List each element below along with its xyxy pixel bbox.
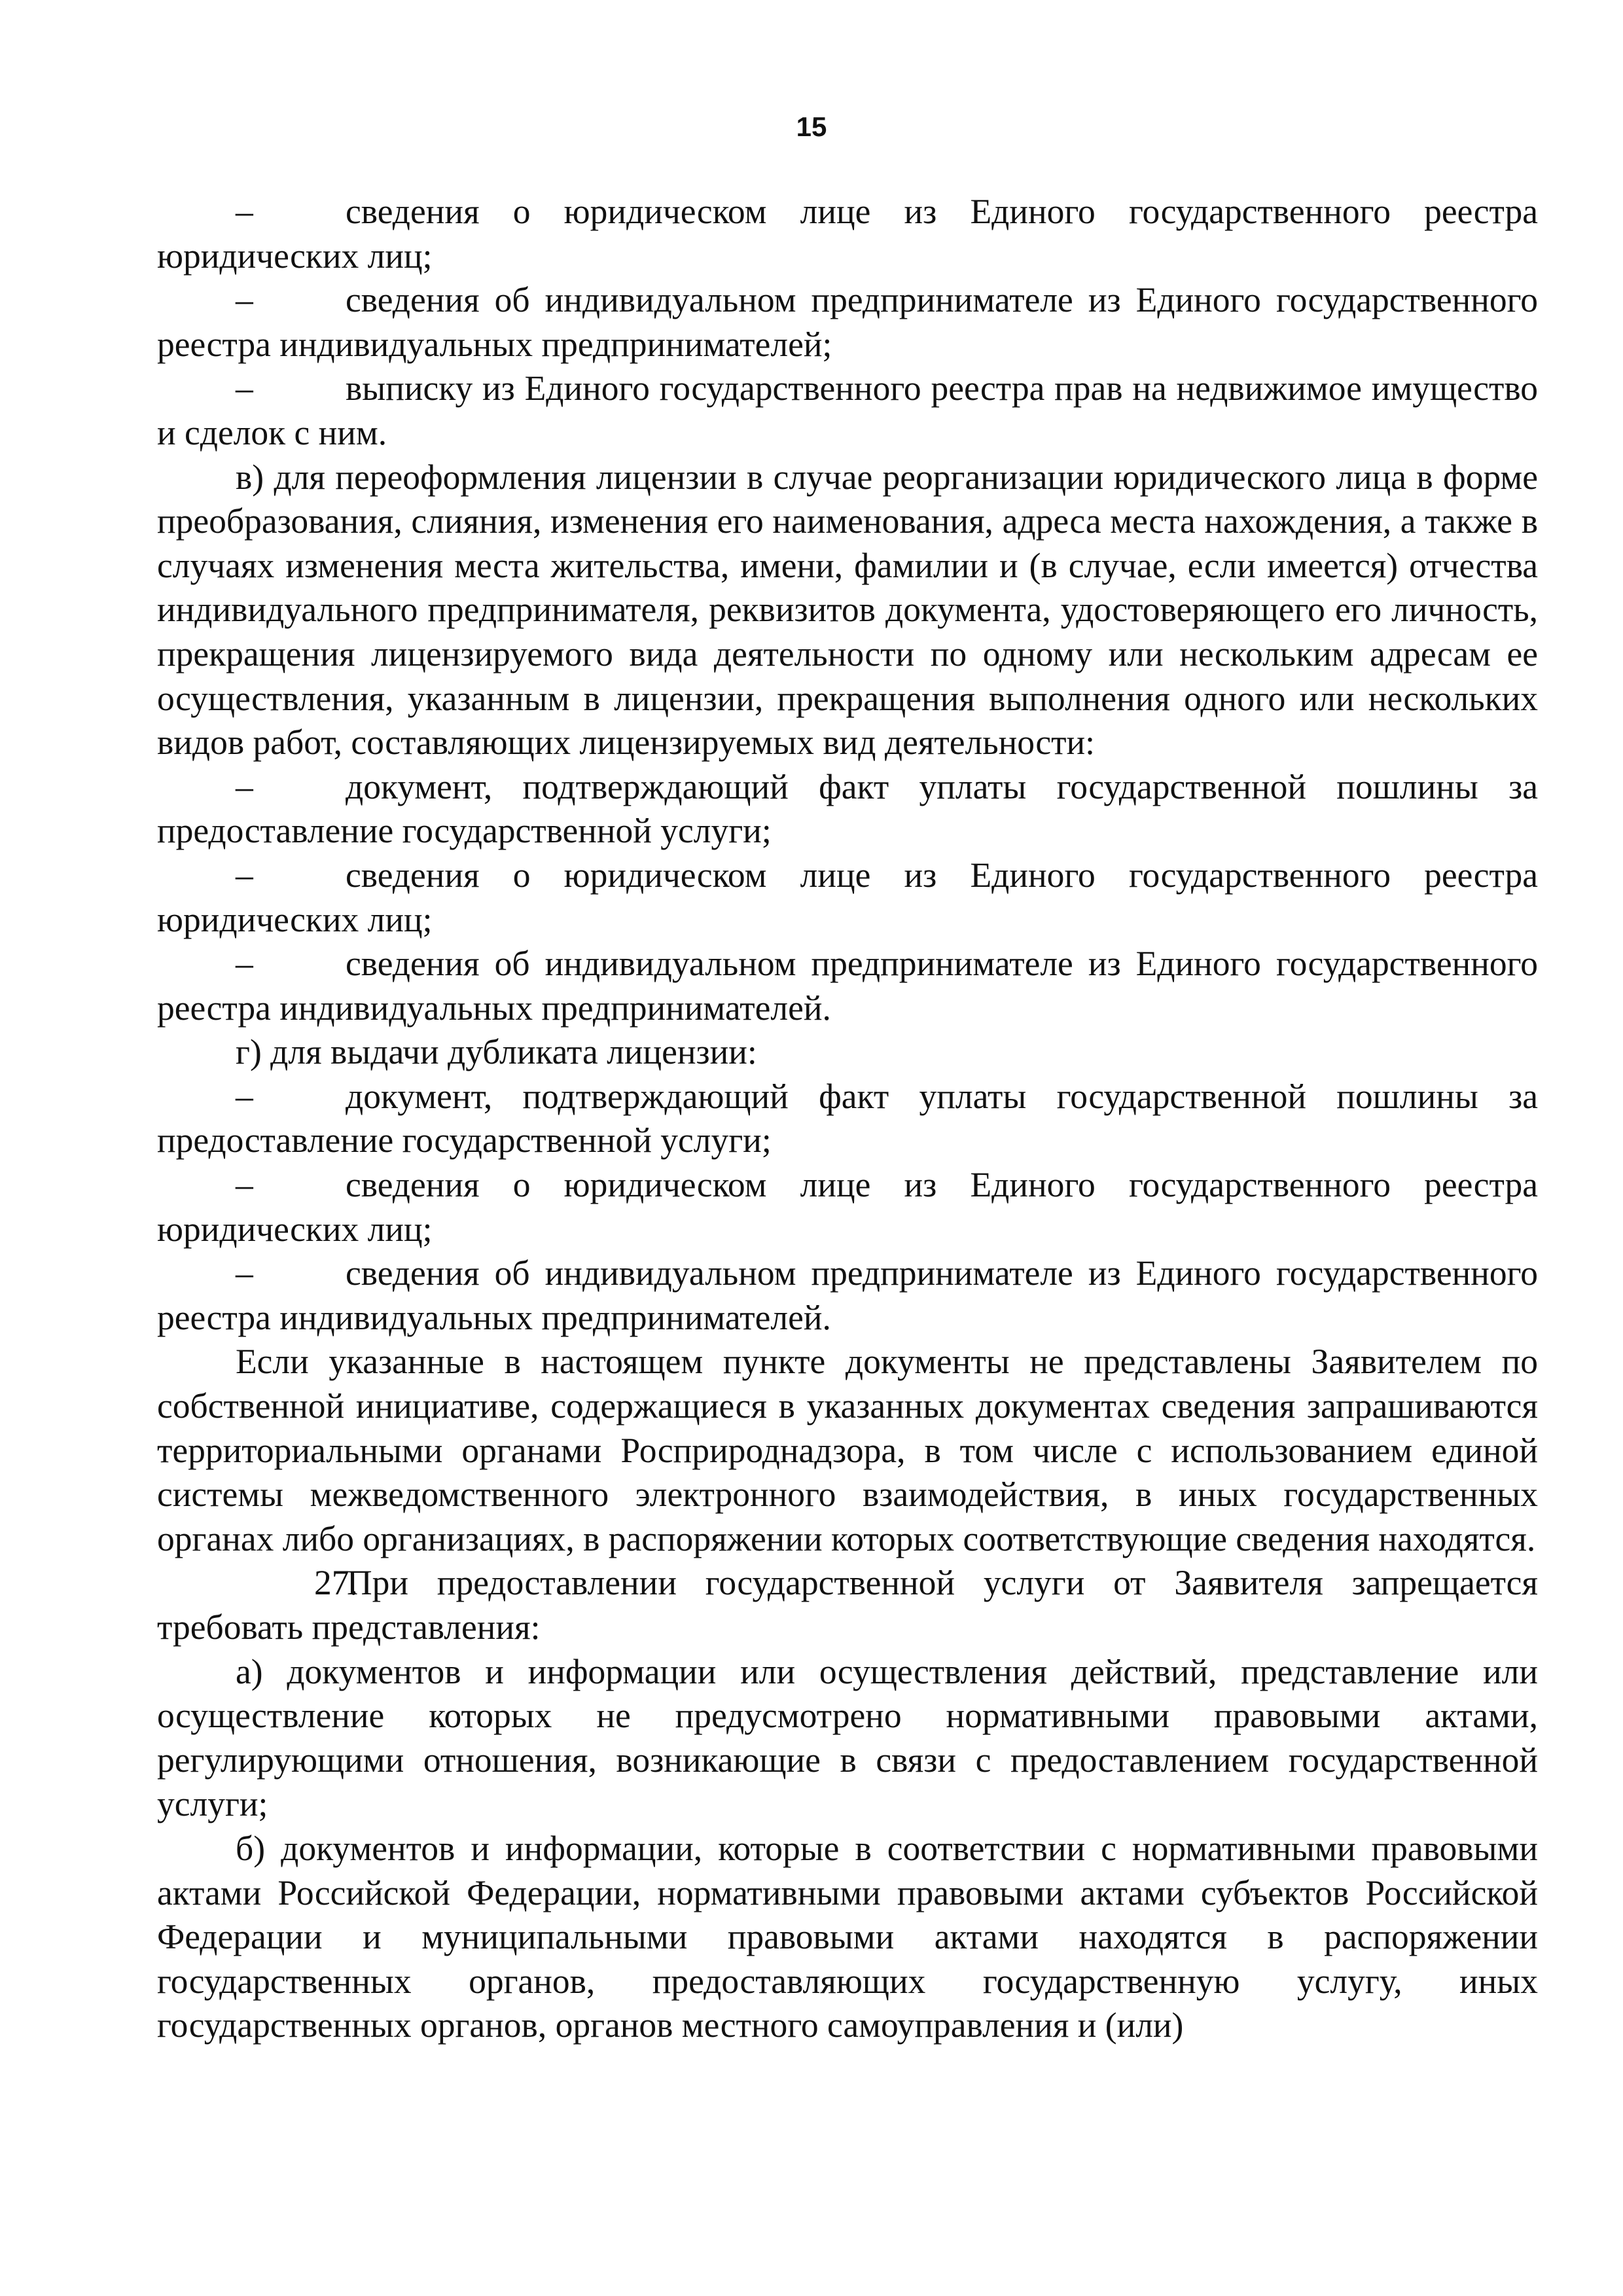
- numbered-clause: [157, 1561, 1538, 1649]
- paragraph: а) документов и информации или осуществления действий, представление или осуществление которых не предусмотрено нормативными правовыми актами, регулирующими отношения, возникающие в связи с предоставлением государственной услуги;: [157, 1651, 1538, 1824]
- bullet-dash: –: [236, 1253, 253, 1293]
- bullet-text: документ, подтверждающий факт уплаты государственной пошлины за предоставление государственной услуги;: [157, 1076, 1538, 1160]
- bullet-item: [157, 1251, 1538, 1340]
- bullet-text: выписку из Единого государственного реестра прав на недвижимое имущество и сделок с ним.: [157, 368, 1538, 452]
- bullet-dash: –: [236, 1076, 253, 1116]
- bullet-text: сведения об индивидуальном предпринимателе из Единого государственного реестра индивидуальных предпринимателей.: [157, 944, 1538, 1028]
- paragraph: в) для переоформления лицензии в случае реорганизации юридического лица в форме преобразования, слияния, изменения его наименования, адреса места нахождения, а также в случаях изменения места жительства, имени, фамилии и (в случае, если имеется) отчества индивидуального предпринимателя, реквизитов документа, удостоверяющего его личность, прекращения лицензируемого вида деятельности по одному или нескольким адресам ее осуществления, указанным в лицензии, прекращения выполнения одного или нескольких видов работ, составляющих лицензируемых вид деятельности:: [157, 457, 1538, 762]
- bullet-item: [157, 1163, 1538, 1251]
- bullet-dash: –: [236, 368, 253, 408]
- bullet-text: документ, подтверждающий факт уплаты государственной пошлины за предоставление государственной услуги;: [157, 766, 1538, 851]
- bullet-text: сведения о юридическом лице из Единого государственного реестра юридических лиц;: [157, 192, 1538, 276]
- bullet-item: [157, 853, 1538, 942]
- document-body: [157, 190, 1538, 2048]
- bullet-item: [157, 765, 1538, 853]
- paragraph: б) документов и информации, которые в соответствии с нормативными правовыми актами Российской Федерации, нормативными правовыми актами субъектов Российской Федерации и муниципальными правовыми актами находятся в распоряжении государственных органов, предоставляющих государственную услугу, иных государственных органов, органов местного самоуправления и (или): [157, 1828, 1538, 2045]
- paragraph: г) для выдачи дубликата лицензии:: [236, 1032, 757, 1072]
- bullet-text: сведения о юридическом лице из Единого государственного реестра юридических лиц;: [157, 1165, 1538, 1249]
- paragraph: Если указанные в настоящем пункте документы не представлены Заявителем по собственной инициативе, содержащиеся в указанных документах сведения запрашиваются территориальными органами Росприроднадзора, в том числе с использованием единой системы межведомственного электронного взаимодействия, в иных государственных органах либо организациях, в распоряжении которых соответствующие сведения находятся.: [157, 1342, 1538, 1558]
- bullet-dash: –: [236, 766, 253, 806]
- bullet-item: [157, 942, 1538, 1030]
- page-number: 15: [796, 111, 827, 142]
- bullet-item: [157, 190, 1538, 278]
- bullet-text: сведения об индивидуальном предпринимателе из Единого государственного реестра индивидуальных предпринимателей;: [157, 280, 1538, 364]
- bullet-text: сведения о юридическом лице из Единого государственного реестра юридических лиц;: [157, 855, 1538, 939]
- bullet-dash: –: [236, 280, 253, 320]
- bullet-item: [157, 367, 1538, 455]
- clause-number: 27.: [314, 1563, 358, 1603]
- bullet-dash: –: [236, 855, 253, 895]
- bullet-text: сведения об индивидуальном предпринимателе из Единого государственного реестра индивидуальных предпринимателей.: [157, 1253, 1538, 1337]
- bullet-dash: –: [236, 944, 253, 984]
- bullet-item: [157, 1075, 1538, 1163]
- clause-text: При предоставлении государственной услуги от Заявителя запрещается требовать представления:: [157, 1563, 1538, 1647]
- bullet-item: [157, 278, 1538, 367]
- bullet-dash: –: [236, 192, 253, 231]
- bullet-dash: –: [236, 1165, 253, 1205]
